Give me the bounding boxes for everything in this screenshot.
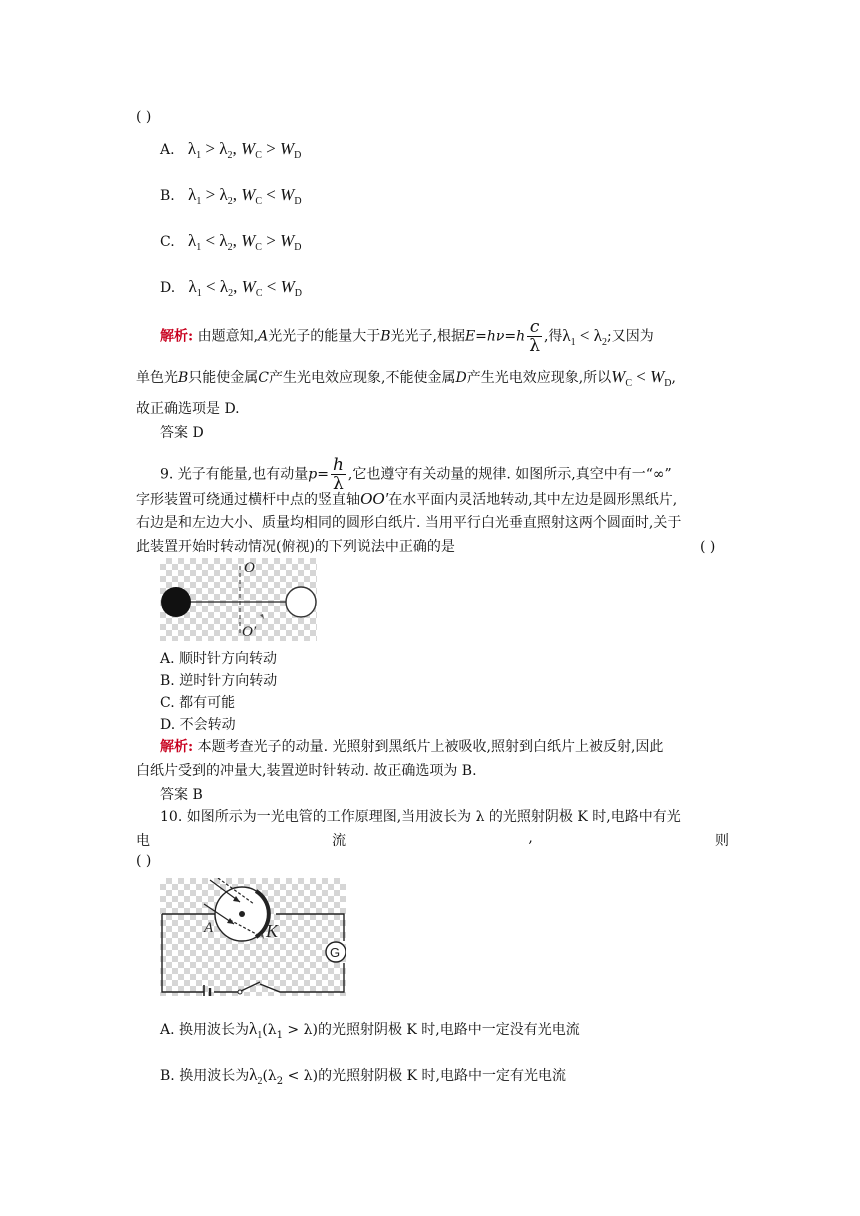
q9-option-c: C. 都有可能 <box>160 695 236 711</box>
q8-analysis-line2: 单色光B只能使金属C产生光电效应现象,不能使金属D产生光电效应现象,所以$W_C < W_D$, <box>136 367 676 389</box>
q10-line2: 电 流 , 则 <box>136 830 729 849</box>
switch-lever <box>241 982 260 991</box>
q8-option-d: D. $\lambda_1 < \lambda_2$, $W_C < W_D$ <box>160 277 302 299</box>
q9-analysis-line2: 白纸片受到的冲量大,装置逆时针转动. 故正确选项为 B. <box>136 763 477 779</box>
q9-option-d: D. 不会转动 <box>160 717 236 733</box>
q9-answer: 答案 B <box>160 787 203 803</box>
q8-analysis-line3: 故正确选项是 D. <box>136 401 240 417</box>
anode-label: A <box>204 920 214 936</box>
q9-analysis-line1: 解析: 本题考查光子的动量. 光照射到黑纸片上被吸收,照射到白纸片上被反射,因此 <box>160 739 664 755</box>
q9-bracket: ( ) <box>700 539 716 555</box>
q8-bracket: ( ) <box>136 109 152 125</box>
q10-bracket: ( ) <box>136 853 152 869</box>
anode-a <box>239 911 245 917</box>
fraction-c-over-lambda: $\frac{c}{\lambda}$ <box>529 317 540 356</box>
galvanometer-label: G <box>330 945 341 960</box>
q8-option-b: B. $\lambda_1 > \lambda_2$, $W_C < W_D$ <box>160 185 302 207</box>
phototube-circuit-diagram <box>160 878 346 996</box>
q8-analysis-line1: 解析: 由题意知,A光光子的能量大于B光光子,根据E=hν=h $\frac{c}{\lambda}$ ,得$\lambda_1 < \lambda_2$;又因为 <box>160 317 654 356</box>
axis-label-bottom: O′ <box>242 624 257 640</box>
q8-option-a: A. $\lambda_1 > \lambda_2$, $W_C > W_D$ <box>160 139 302 161</box>
black-disc <box>161 587 191 617</box>
q8-answer: 答案 D <box>160 425 204 441</box>
q9-line2: 字形装置可绕通过横杆中点的竖直轴OO′在水平面内灵活地转动,其中左边是圆形黑纸片, <box>136 489 678 508</box>
fraction-h-over-lambda: $\frac{h}{\lambda}$ <box>332 455 344 494</box>
axis-label-top: O <box>244 560 255 576</box>
q10-figure <box>160 878 346 996</box>
cursor-mark <box>260 614 264 619</box>
white-disc <box>286 587 316 617</box>
q9-line4: 此装置开始时转动情况(俯视)的下列说法中正确的是 <box>136 539 455 555</box>
rotating-device-diagram <box>160 558 317 641</box>
q9-figure <box>160 558 317 641</box>
analysis-label: 解析: <box>160 328 194 345</box>
q8-option-c: C. $\lambda_1 < \lambda_2$, $W_C > W_D$ <box>160 231 302 253</box>
cathode-label: K <box>266 921 279 941</box>
q10-option-b: B. 换用波长为$\lambda_2(\lambda_2 < \lambda)$的光照射阴极 K 时,电路中一定有光电流 <box>160 1065 566 1087</box>
q10-line1: 10. 如图所示为一光电管的工作原理图,当用波长为 λ 的光照射阴极 K 时,电路中有光 <box>160 809 681 825</box>
q9-option-a: A. 顺时针方向转动 <box>160 651 278 667</box>
q9-line1: 9. 光子有能量,也有动量p= $\frac{h}{\lambda}$ ,它也遵守有关动量的规律. 如图所示,真空中有一“∞” <box>160 455 672 494</box>
analysis-label: 解析: <box>160 739 194 755</box>
q9-line3: 右边是和左边大小、质量均相同的圆形白纸片. 当用平行白光垂直照射这两个圆面时,关于 <box>136 515 682 531</box>
q10-option-a: A. 换用波长为$\lambda_1(\lambda_1 > \lambda)$的光照射阴极 K 时,电路中一定没有光电流 <box>160 1019 580 1041</box>
q9-option-b: B. 逆时针方向转动 <box>160 673 278 689</box>
